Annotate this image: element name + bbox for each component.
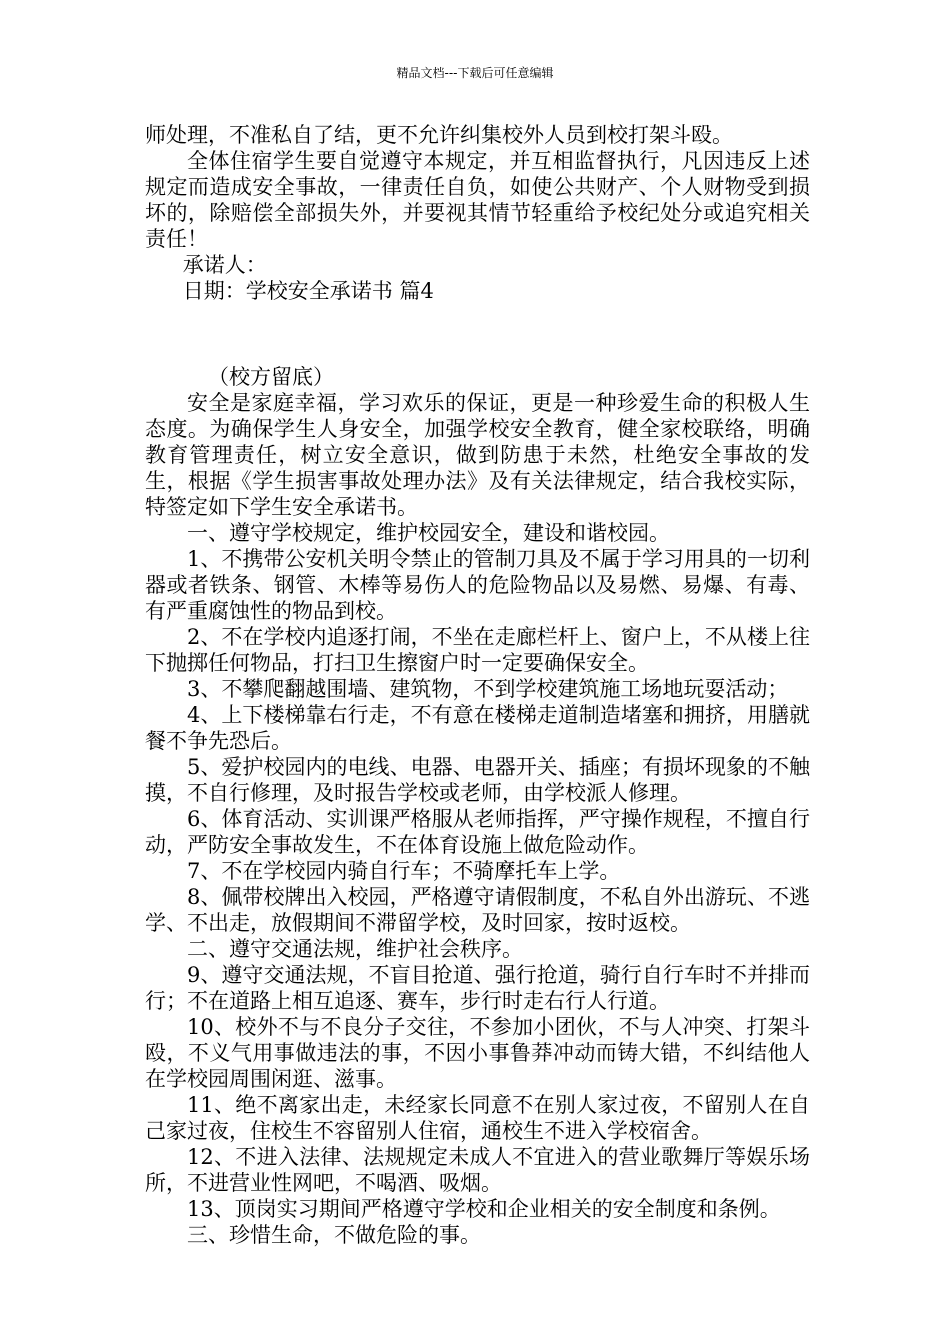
section-heading-2: 二、遵守交通法规，维护社会秩序。 xyxy=(187,937,523,961)
rule-item-6: 6、体育活动、实训课严格服从老师指挥，严守操作规程，不擅自行动，严防安全事故发生，不在体育设施上做危险动作。 xyxy=(145,807,810,857)
date-line: 日期：学校安全承诺书 篇4 xyxy=(182,279,434,303)
rule-item-2: 2、不在学校内追逐打闹，不坐在走廊栏杆上、窗户上，不从楼上往下抛掷任何物品，打扫卫生擦窗户时一定要确保安全。 xyxy=(145,625,810,675)
rule-item-4: 4、上下楼梯靠右行走，不有意在楼梯走道制造堵塞和拥挤，用膳就餐不争先恐后。 xyxy=(145,703,810,753)
rule-item-5: 5、爱护校园内的电线、电器、电器开关、插座；有损坏现象的不触摸，不自行修理，及时报告学校或老师，由学校派人修理。 xyxy=(145,755,810,805)
rule-item-10: 10、校外不与不良分子交往，不参加小团伙，不与人冲突、打架斗殴，不义气用事做违法的事，不因小事鲁莽冲动而铸大错，不纠结他人在学校园周围闲逛、滋事。 xyxy=(145,1015,810,1091)
school-copy-note: （校方留底） xyxy=(208,365,334,389)
rule-item-7: 7、不在学校园内骑自行车；不骑摩托车上学。 xyxy=(187,859,621,883)
signer-line: 承诺人： xyxy=(182,253,267,277)
paragraph-intro: 安全是家庭幸福，学习欢乐的保证，更是一种珍爱生命的积极人生态度。为确保学生人身安全，加强学校安全教育，健全家校联络，明确教育管理责任，树立安全意识，做到防患于未然，杜绝安全事故的发生，根据《学生损害事故处理办法》及有关法律规定，结合我校实际，特签定如下学生安全承诺书。 xyxy=(145,391,810,519)
rule-item-12: 12、不进入法律、法规规定未成人不宜进入的营业歌舞厅等娱乐场所，不进营业性网吧，不喝酒、吸烟。 xyxy=(145,1145,810,1195)
rule-item-8: 8、佩带校牌出入校园，严格遵守请假制度，不私自外出游玩、不逃学、不出走，放假期间不滞留学校，及时回家，按时返校。 xyxy=(145,885,810,935)
rule-item-1: 1、不携带公安机关明令禁止的管制刀具及不属于学习用具的一切利器或者铁条、钢管、木棒等易伤人的危险物品以及易燃、易爆、有毒、有严重腐蚀性的物品到校。 xyxy=(145,547,810,623)
section-gap xyxy=(145,304,810,364)
document-body xyxy=(145,122,810,1248)
rule-item-11: 11、绝不离家出走，未经家长同意不在别人家过夜，不留别人在自己家过夜，住校生不容留别人住宿，通校生不进入学校宿舍。 xyxy=(145,1093,810,1143)
section-heading-1: 一、遵守学校规定，维护校园安全，建设和谐校园。 xyxy=(187,521,670,545)
rule-item-13: 13、顶岗实习期间严格遵守学校和企业相关的安全制度和条例。 xyxy=(187,1197,781,1221)
rule-item-9: 9、遵守交通法规，不盲目抢道、强行抢道，骑行自行车时不并排而行；不在道路上相互追逐、赛车，步行时走右行人行道。 xyxy=(145,963,810,1013)
paragraph-dorm-rules: 全体住宿学生要自觉遵守本规定，并互相监督执行，凡因违反上述规定而造成安全事故，一律责任自负，如使公共财产、个人财物受到损坏的，除赔偿全部损失外，并要视其情节轻重给予校纪处分或追究相关责任！ xyxy=(145,149,810,251)
section-heading-3: 三、珍惜生命，不做危险的事。 xyxy=(187,1223,481,1247)
paragraph-continuation: 师处理，不准私自了结，更不允许纠集校外人员到校打架斗殴。 xyxy=(145,123,733,147)
rule-item-3: 3、不攀爬翻越围墙、建筑物，不到学校建筑施工场地玩耍活动； xyxy=(187,677,789,701)
page-header: 精品文档---下载后可任意编辑 xyxy=(396,66,554,80)
